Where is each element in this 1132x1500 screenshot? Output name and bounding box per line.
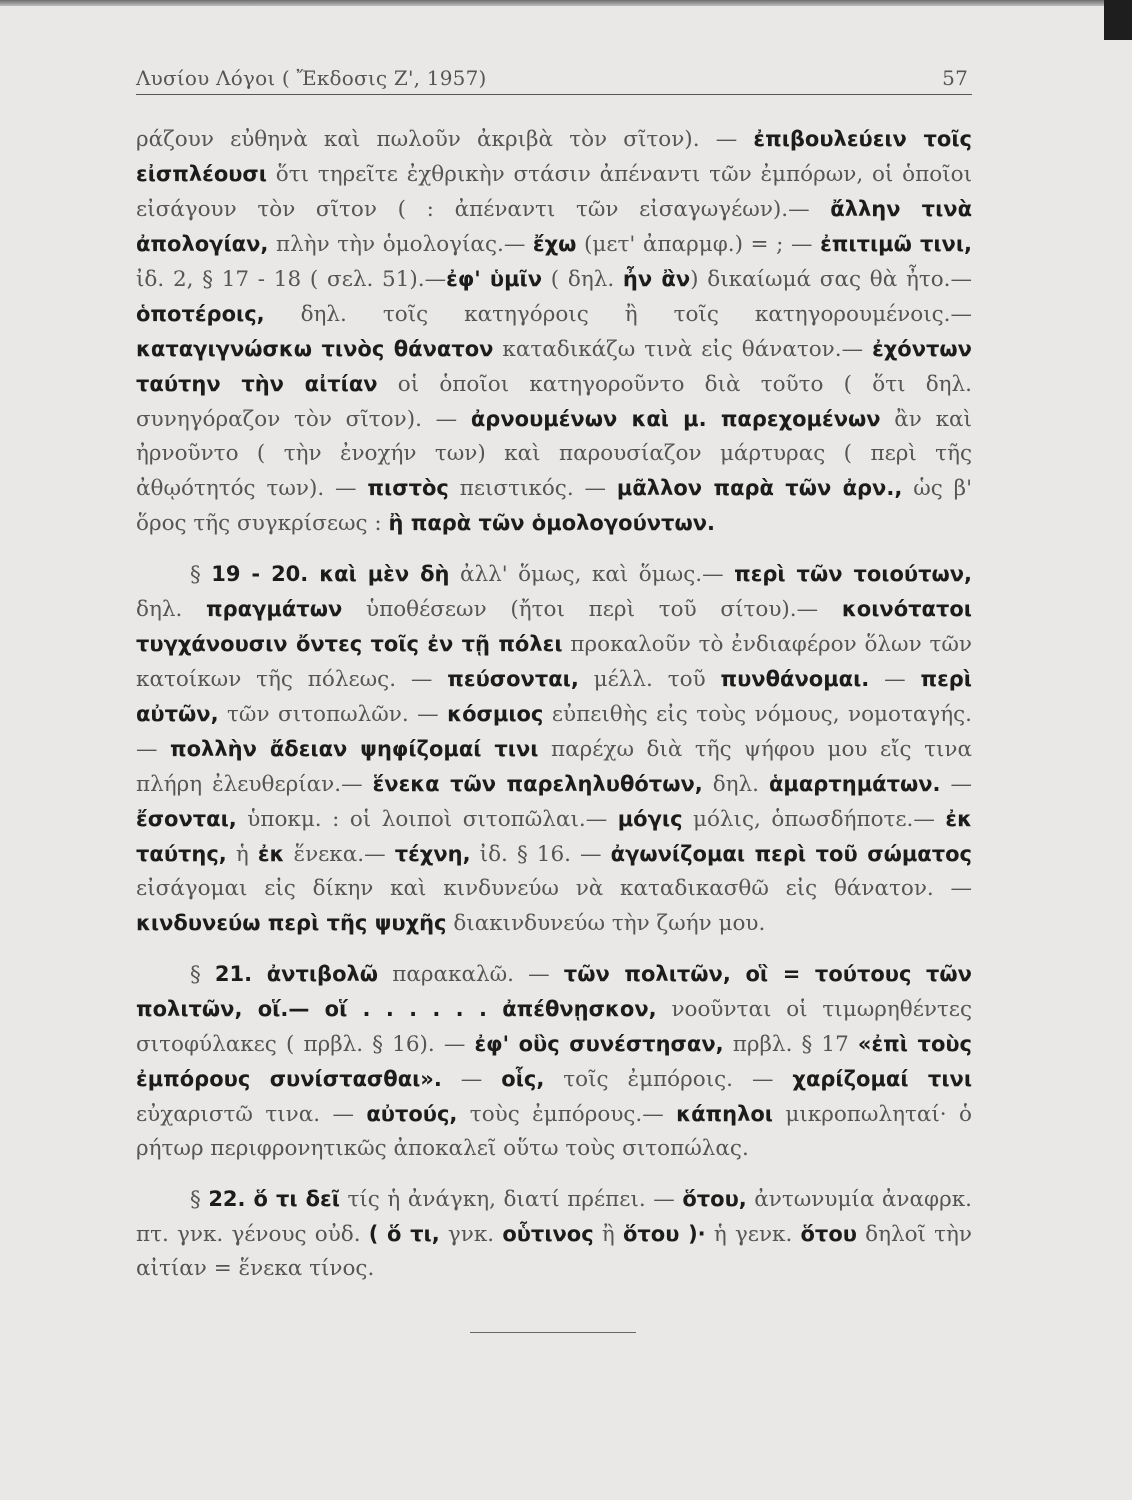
gloss-text: ἢ [593,1222,623,1247]
gloss-text: εὐχαριστῶ τινα. — [136,1102,367,1127]
lemma-term: ἔσονται, [136,807,237,831]
lemma-term: ὅτου, [682,1187,747,1211]
gloss-text: πειστικός. — [448,476,617,501]
lemma-term: 21. ἀντιβολῶ [214,962,379,986]
lemma-term: ἀρνουμένων καὶ μ. παρεχομένων [470,407,881,431]
gloss-text: ὡς β' ὅρος τῆς συγκρίσεως : [136,476,972,536]
lemma-term: ἐκ [257,842,285,866]
gloss-text: ( δηλ. [542,267,623,292]
lemma-term: ὅτου )· [622,1222,706,1246]
lemma-term: κοινότατοι τυγχάνουσιν ὄντες τοῖς ἐν τῇ πόλει [136,597,972,656]
lemma-term: 19 - 20. καὶ μὲν δὴ [211,562,450,586]
lemma-term: ἁμαρτημάτων. [769,772,941,796]
lemma-term: πεύσονται, [447,667,579,691]
gloss-text: ἡ [226,842,258,867]
commentary-paragraph [136,122,972,541]
gloss-text: (μετ' ἀπαρμφ.) = ; — [576,232,821,257]
lemma-term: κόσμιος [447,702,544,726]
commentary-paragraph [136,1182,972,1286]
page-number: 57 [942,66,968,90]
lemma-term: μόγις [617,807,683,831]
gloss-text: § [190,962,215,987]
lemma-term: χαρίζομαί τινι [792,1067,973,1091]
gloss-text: ἂν καὶ ἠρνοῦντο ( τὴν ἐνοχήν των) καὶ παρουσίαζον μάρτυρας ( περὶ τῆς ἀθῳότητός των). — [136,407,972,501]
gloss-text: ἀντωνυμία ἀναφρκ. πτ. γνκ. γένους οὐδ. [136,1187,972,1247]
commentary-paragraph [136,957,972,1166]
lemma-term: ἐφ' ὑμῖν [446,267,543,291]
gloss-text: εὐπειθὴς εἰς τοὺς νόμους, νομοταγής. — [136,702,972,762]
gloss-text: δηλοῖ τὴν αἰτίαν = ἕνεκα τίνος. [136,1222,972,1281]
lemma-term: μᾶλλον παρὰ τῶν ἀρν., [616,476,903,500]
gloss-text: ἕνεκα.— [284,842,395,867]
commentary-paragraph [136,557,972,941]
gloss-text: παρακαλῶ. — [378,962,564,987]
lemma-term: ἀγωνίζομαι περὶ τοῦ σώματος [610,842,972,866]
lemma-term: κινδυνεύω περὶ τῆς ψυχῆς [136,911,447,935]
gloss-text: οἱ ὁποῖοι κατηγοροῦντο διὰ τοῦτο ( ὅτι δηλ. συνηγόραζον τὸν σῖτον). — [136,372,972,432]
lemma-term: ἐχόντων ταύτην τὴν αἰτίαν [136,337,972,396]
lemma-term: πολλὴν ἄδειαν ψηφίζομαί τινι [170,737,539,761]
gloss-text: — [940,772,972,797]
gloss-text: πρβλ. § 17 [723,1032,858,1057]
gloss-text: ) δικαίωμά σας θὰ ἦτο.— [690,267,973,292]
gloss-text: ὅτι τηρεῖτε ἐχθρικὴν στάσιν ἀπέναντι τῶν ἐμπόρων, οἱ ὁποῖοι εἰσάγουν τὸν σῖτον ( : ἀπέναντι τῶν εἰσαγωγέων).— [136,162,972,222]
gloss-text: τίς ἡ ἀνάγκη, διατί πρέπει. — [339,1187,683,1212]
lemma-term: ἐπιβουλεύειν τοῖς εἰσπλέουσι [136,127,972,186]
gloss-text: προκαλοῦν τὸ ἐνδιαφέρον ὅλων τῶν κατοίκων τῆς πόλεως. — [136,632,973,692]
lemma-term: 22. ὅ τι δεῖ [208,1187,340,1211]
gloss-text: εἰσάγομαι εἰς δίκην καὶ κινδυνεύω νὰ καταδικασθῶ εἰς θάνατον. — [136,876,972,901]
gloss-text: § [190,562,212,587]
lemma-term: περὶ αὐτῶν, [136,667,972,726]
lemma-term: «ἐπὶ τοὺς ἐμπόρους συνίστασθαι». [136,1032,973,1091]
gloss-text: δηλ. [702,772,769,797]
gloss-text: ἀλλ' ὅμως, καὶ ὅμως.— [449,562,735,587]
lemma-term: πραγμάτων [206,597,343,621]
gloss-text: τοῖς ἐμπόροις. — [544,1067,793,1092]
lemma-term: τῶν πολιτῶν, οἳ = τούτους τῶν πολιτῶν, οἵ.— οἵ . . . . . . ἀπέθνῃσκον, [136,962,972,1021]
lemma-term: ἔχω [532,232,577,256]
end-rule [470,1332,636,1333]
lemma-term: ἐκ ταύτης, [136,807,972,866]
gloss-text: ἡ γενκ. [705,1222,801,1247]
lemma-term: ( ὅ τι, [368,1222,440,1246]
gloss-text: παρέχω διὰ τῆς ψήφου μου εἴς τινα πλήρη ἐλευθερίαν.— [136,737,973,797]
gloss-text: ὑποκμ. : οἱ λοιποὶ σιτοπῶλαι.— [236,807,618,832]
lemma-term: πιστὸς [367,476,449,500]
gloss-text: νοοῦνται οἱ τιμωρηθέντες σιτοφύλακες ( πρβλ. § 16). — [136,997,972,1057]
running-title: Λυσίου Λόγοι ( Ἔκδοσις Ζ', 1957) [136,66,487,90]
lemma-term: περὶ τῶν τοιούτων, [734,562,973,586]
gloss-text: γνκ. [439,1222,503,1247]
gloss-text: ράζουν εὐθηνὰ καὶ πωλοῦν ἀκριβὰ τὸν σῖτον). — [136,127,754,152]
gloss-text: μικροπωληταί· ὁ ρήτωρ περιφρονητικῶς ἀποκαλεῖ οὕτω τοὺς σιτοπώλας. [136,1102,972,1161]
gloss-text: μέλλ. τοῦ [578,667,721,692]
lemma-term: ἄλλην τινὰ ἀπολογίαν, [136,197,972,256]
gloss-text: μόλις, ὁπωσδήποτε.— [682,807,946,832]
gloss-text: ἰδ. 2, § 17 - 18 ( σελ. 51).— [136,267,447,292]
gloss-text: ὑποθέσεων (ἤτοι περὶ τοῦ σίτου).— [342,597,842,622]
lemma-term: ἕνεκα τῶν παρεληλυθότων, [372,772,703,796]
lemma-term: ἦν ἂν [622,267,691,291]
gloss-text: — [869,667,921,692]
lemma-term: κάπηλοι [676,1102,773,1126]
lemma-term: ἐφ' οὓς συνέστησαν, [474,1032,724,1056]
lemma-term: πυνθάνομαι. [720,667,870,691]
gloss-text: πλὴν τὴν ὁμολογίας.— [268,232,533,257]
gloss-text: § [190,1187,209,1212]
gloss-text: καταδικάζω τινὰ εἰς θάνατον.— [493,337,873,362]
gloss-text: δηλ. [136,597,207,622]
commentary-text [136,122,972,1286]
running-header [136,64,972,95]
lemma-term: αὐτούς, [366,1102,458,1126]
gloss-text: — [441,1067,502,1092]
gloss-text: τοὺς ἐμπόρους.— [457,1102,677,1127]
gloss-text: δηλ. τοῖς κατηγόροις ἢ τοῖς κατηγορουμένοις.— [264,302,972,327]
gloss-text: διακινδυνεύω τὴν ζωήν μου. [446,911,766,936]
lemma-term: ὅτου [800,1222,857,1246]
lemma-term: οἷς, [501,1067,545,1091]
lemma-term: τέχνη, [394,842,471,866]
gloss-text: ἰδ. § 16. — [470,842,611,867]
lemma-term: καταγιγνώσκω τινὸς θάνατον [136,337,494,361]
lemma-term: ἐπιτιμῶ τινι, [820,232,973,256]
lemma-term: ὁποτέροις, [136,302,265,326]
gloss-text: τῶν σιτοπωλῶν. — [218,702,448,727]
lemma-term: οὗτινος [502,1222,594,1246]
lemma-term: ἢ παρὰ τῶν ὁμολογούντων. [388,511,715,535]
